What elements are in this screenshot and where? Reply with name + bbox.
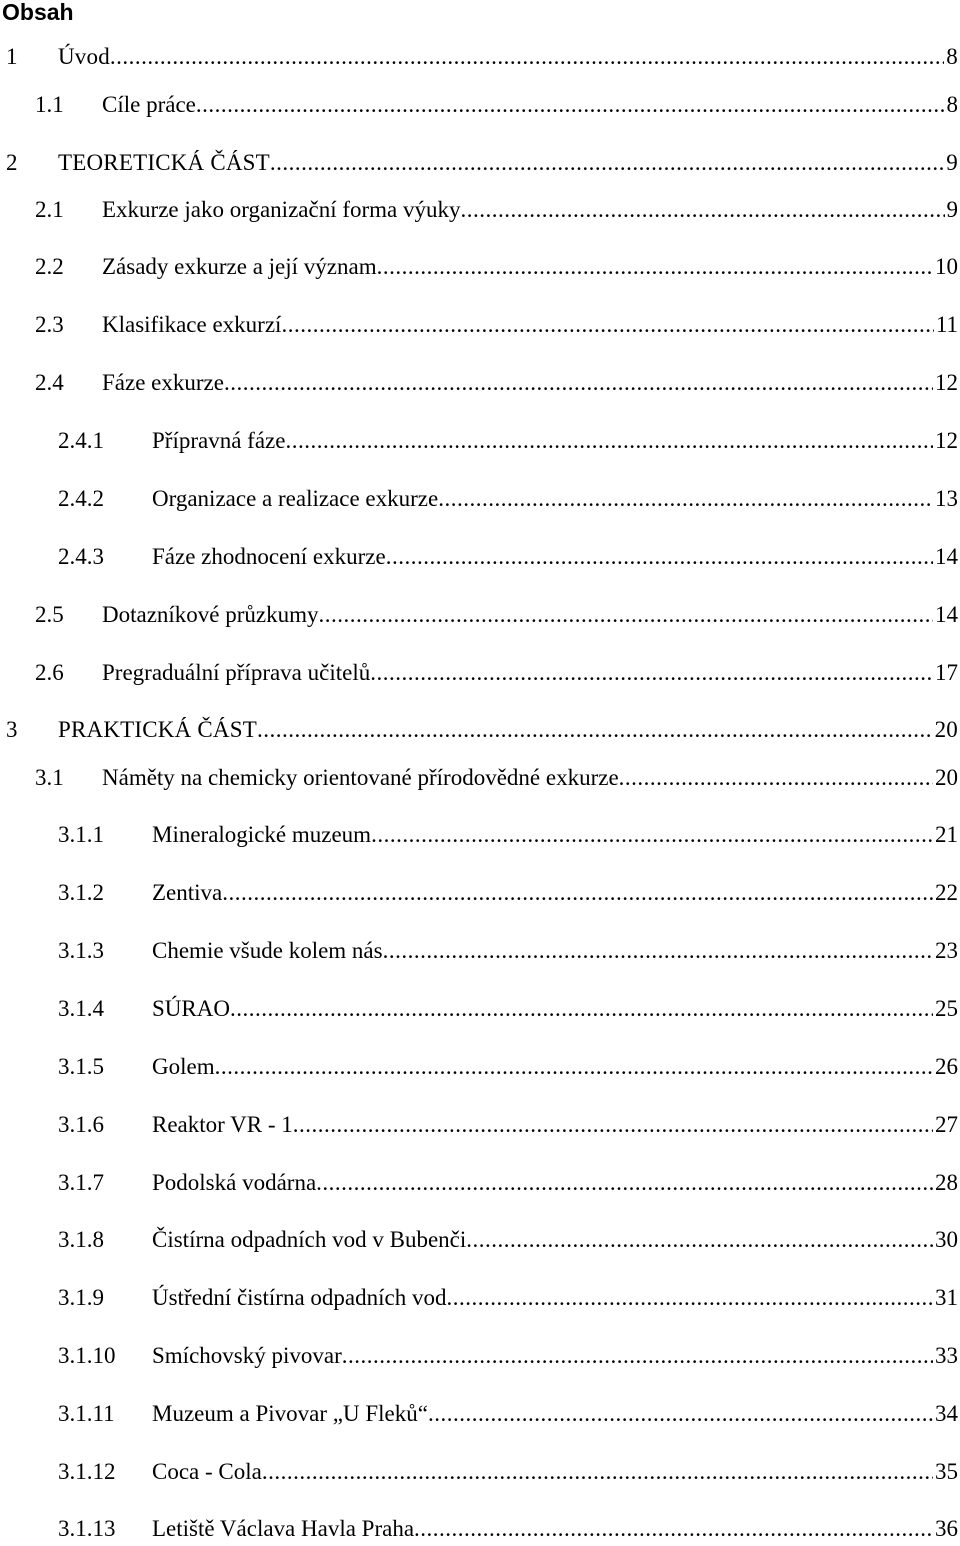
toc-entry[interactable] <box>0 934 960 968</box>
toc-entry-label: PRAKTICKÁ ČÁST <box>58 713 257 747</box>
toc-entry-label: Coca - Cola <box>152 1455 262 1489</box>
dot-leader <box>370 656 933 690</box>
dot-leader <box>215 1050 933 1084</box>
toc-entry-label: Zentiva <box>152 876 222 910</box>
toc-entry[interactable] <box>0 876 960 910</box>
toc-entry-page: 25 <box>933 992 960 1026</box>
dot-leader <box>270 146 944 180</box>
toc-entry-page: 8 <box>944 40 960 74</box>
toc-entry-number: 3.1.13 <box>58 1512 116 1546</box>
toc-entry[interactable] <box>0 598 960 632</box>
toc-entry[interactable] <box>0 818 960 852</box>
toc-entry-number: 2.4 <box>35 366 64 400</box>
toc-entry-number: 1 <box>6 40 18 74</box>
toc-entry-label: Čistírna odpadních vod v Bubenči <box>152 1223 466 1257</box>
toc-entry-page: 30 <box>933 1223 960 1257</box>
toc-entry-number: 1.1 <box>35 88 64 122</box>
toc-entry-label: Pregraduální příprava učitelů <box>102 656 370 690</box>
toc-entry-page: 14 <box>933 540 960 574</box>
toc-entry-page: 28 <box>933 1166 960 1200</box>
dot-leader <box>319 598 933 632</box>
toc-entry-label: SÚRAO <box>152 992 230 1026</box>
dot-leader <box>257 713 933 747</box>
toc-entry-label: Náměty na chemicky orientované přírodovědné exkurze <box>102 761 619 795</box>
toc-entry-number: 3.1.4 <box>58 992 104 1026</box>
toc-entry[interactable] <box>0 761 960 795</box>
toc-entry-number: 3 <box>6 713 18 747</box>
toc-entry[interactable] <box>0 1339 960 1373</box>
toc-entry[interactable] <box>0 713 960 747</box>
toc-entry-label: Klasifikace exkurzí <box>102 308 281 342</box>
toc-entry-label: Zásady exkurze a její význam <box>102 250 377 284</box>
toc-entry-number: 2 <box>6 146 18 180</box>
dot-leader <box>377 250 933 284</box>
dot-leader <box>446 1281 933 1315</box>
toc-entry[interactable] <box>0 308 960 342</box>
toc-entry-page: 13 <box>933 482 960 516</box>
toc-entry-label: Mineralogické muzeum <box>152 818 371 852</box>
toc-entry-number: 3.1.8 <box>58 1223 104 1257</box>
toc-entry[interactable] <box>0 193 960 227</box>
toc-entry-number: 3.1.11 <box>58 1397 115 1431</box>
dot-leader <box>196 88 945 122</box>
toc-entry-page: 23 <box>933 934 960 968</box>
toc-entry[interactable] <box>0 1397 960 1431</box>
toc-entry[interactable] <box>0 250 960 284</box>
dot-leader <box>414 1512 933 1546</box>
toc-entry-page: 26 <box>933 1050 960 1084</box>
dot-leader <box>438 482 933 516</box>
toc-entry[interactable] <box>0 1050 960 1084</box>
toc-entry-label: Exkurze jako organizační forma výuky <box>102 193 461 227</box>
toc-entry-page: 33 <box>933 1339 960 1373</box>
dot-leader <box>293 1108 933 1142</box>
toc-entry-label: Ústřední čistírna odpadních vod <box>152 1281 446 1315</box>
toc-entry-label: TEORETICKÁ ČÁST <box>58 146 270 180</box>
toc-entry-page: 8 <box>945 88 960 122</box>
toc-entry-number: 2.2 <box>35 250 64 284</box>
toc-entry[interactable] <box>0 1108 960 1142</box>
toc-entry[interactable] <box>0 366 960 400</box>
toc-entry-label: Fáze zhodnocení exkurze <box>152 540 386 574</box>
toc-entry-number: 2.4.3 <box>58 540 104 574</box>
dot-leader <box>285 424 933 458</box>
toc-entry[interactable] <box>0 40 960 74</box>
toc-entry-label: Letiště Václava Havla Praha <box>152 1512 414 1546</box>
toc-title: Obsah <box>2 0 74 28</box>
toc-entry-page: 21 <box>933 818 960 852</box>
toc-entry-page: 35 <box>933 1455 960 1489</box>
toc-entry-label: Muzeum a Pivovar „U Fleků“ <box>152 1397 428 1431</box>
toc-entry-label: Fáze exkurze <box>102 366 224 400</box>
toc-entry-number: 2.6 <box>35 656 64 690</box>
toc-entry[interactable] <box>0 1455 960 1489</box>
toc-entry-label: Organizace a realizace exkurze <box>152 482 438 516</box>
toc-entry[interactable] <box>0 424 960 458</box>
toc-entry-label: Dotazníkové průzkumy <box>102 598 319 632</box>
toc-entry-page: 9 <box>944 146 960 180</box>
toc-entry[interactable] <box>0 992 960 1026</box>
toc-entry-label: Přípravná fáze <box>152 424 285 458</box>
toc-entry-page: 17 <box>933 656 960 690</box>
toc-entry[interactable] <box>0 88 960 122</box>
toc-entry-number: 3.1.2 <box>58 876 104 910</box>
toc-entry-page: 12 <box>933 424 960 458</box>
toc-entry-number: 3.1.6 <box>58 1108 104 1142</box>
dot-leader <box>230 992 933 1026</box>
toc-entry[interactable] <box>0 1512 960 1546</box>
toc-entry-label: Smíchovský pivovar <box>152 1339 342 1373</box>
dot-leader <box>383 934 933 968</box>
toc-entry-page: 36 <box>933 1512 960 1546</box>
toc-entry-page: 20 <box>933 713 960 747</box>
dot-leader <box>262 1455 933 1489</box>
toc-entry-number: 2.1 <box>35 193 64 227</box>
toc-entry-number: 2.4.1 <box>58 424 104 458</box>
dot-leader <box>222 876 933 910</box>
toc-entry-page: 22 <box>933 876 960 910</box>
toc-entry[interactable] <box>0 1223 960 1257</box>
dot-leader <box>619 761 933 795</box>
toc-entry-number: 3.1.7 <box>58 1166 104 1200</box>
toc-entry-page: 11 <box>934 308 960 342</box>
toc-entry[interactable] <box>0 540 960 574</box>
toc-entry-page: 31 <box>933 1281 960 1315</box>
toc-entry[interactable] <box>0 1281 960 1315</box>
toc-entry-page: 12 <box>933 366 960 400</box>
toc-entry-label: Reaktor VR - 1 <box>152 1108 293 1142</box>
dot-leader <box>428 1397 933 1431</box>
toc-entry-number: 3.1.3 <box>58 934 104 968</box>
toc-entry-label: Golem <box>152 1050 215 1084</box>
dot-leader <box>342 1339 933 1373</box>
dot-leader <box>224 366 933 400</box>
toc-entry[interactable] <box>0 146 960 180</box>
toc-entry-number: 2.5 <box>35 598 64 632</box>
toc-entry-number: 3.1.10 <box>58 1339 116 1373</box>
toc-entry-number: 3.1.9 <box>58 1281 104 1315</box>
toc-entry-page: 20 <box>933 761 960 795</box>
toc-entry[interactable] <box>0 1166 960 1200</box>
toc-entry-number: 2.4.2 <box>58 482 104 516</box>
toc-entry-label: Chemie všude kolem nás <box>152 934 383 968</box>
dot-leader <box>110 40 944 74</box>
dot-leader <box>461 193 945 227</box>
toc-entry[interactable] <box>0 656 960 690</box>
toc-entry-label: Podolská vodárna <box>152 1166 316 1200</box>
toc-entry-number: 3.1 <box>35 761 64 795</box>
toc-entry-page: 10 <box>933 250 960 284</box>
toc-entry-label: Cíle práce <box>102 88 196 122</box>
dot-leader <box>316 1166 933 1200</box>
toc-entry-number: 2.3 <box>35 308 64 342</box>
dot-leader <box>386 540 933 574</box>
toc-entry[interactable] <box>0 482 960 516</box>
toc-entry-page: 27 <box>933 1108 960 1142</box>
toc-entry-number: 3.1.5 <box>58 1050 104 1084</box>
dot-leader <box>371 818 933 852</box>
toc-entry-number: 3.1.1 <box>58 818 104 852</box>
toc-entry-page: 9 <box>945 193 960 227</box>
toc-entry-page: 34 <box>933 1397 960 1431</box>
toc-entry-number: 3.1.12 <box>58 1455 116 1489</box>
toc-entry-label: Úvod <box>58 40 110 74</box>
dot-leader <box>281 308 933 342</box>
toc-entry-page: 14 <box>933 598 960 632</box>
dot-leader <box>466 1223 933 1257</box>
